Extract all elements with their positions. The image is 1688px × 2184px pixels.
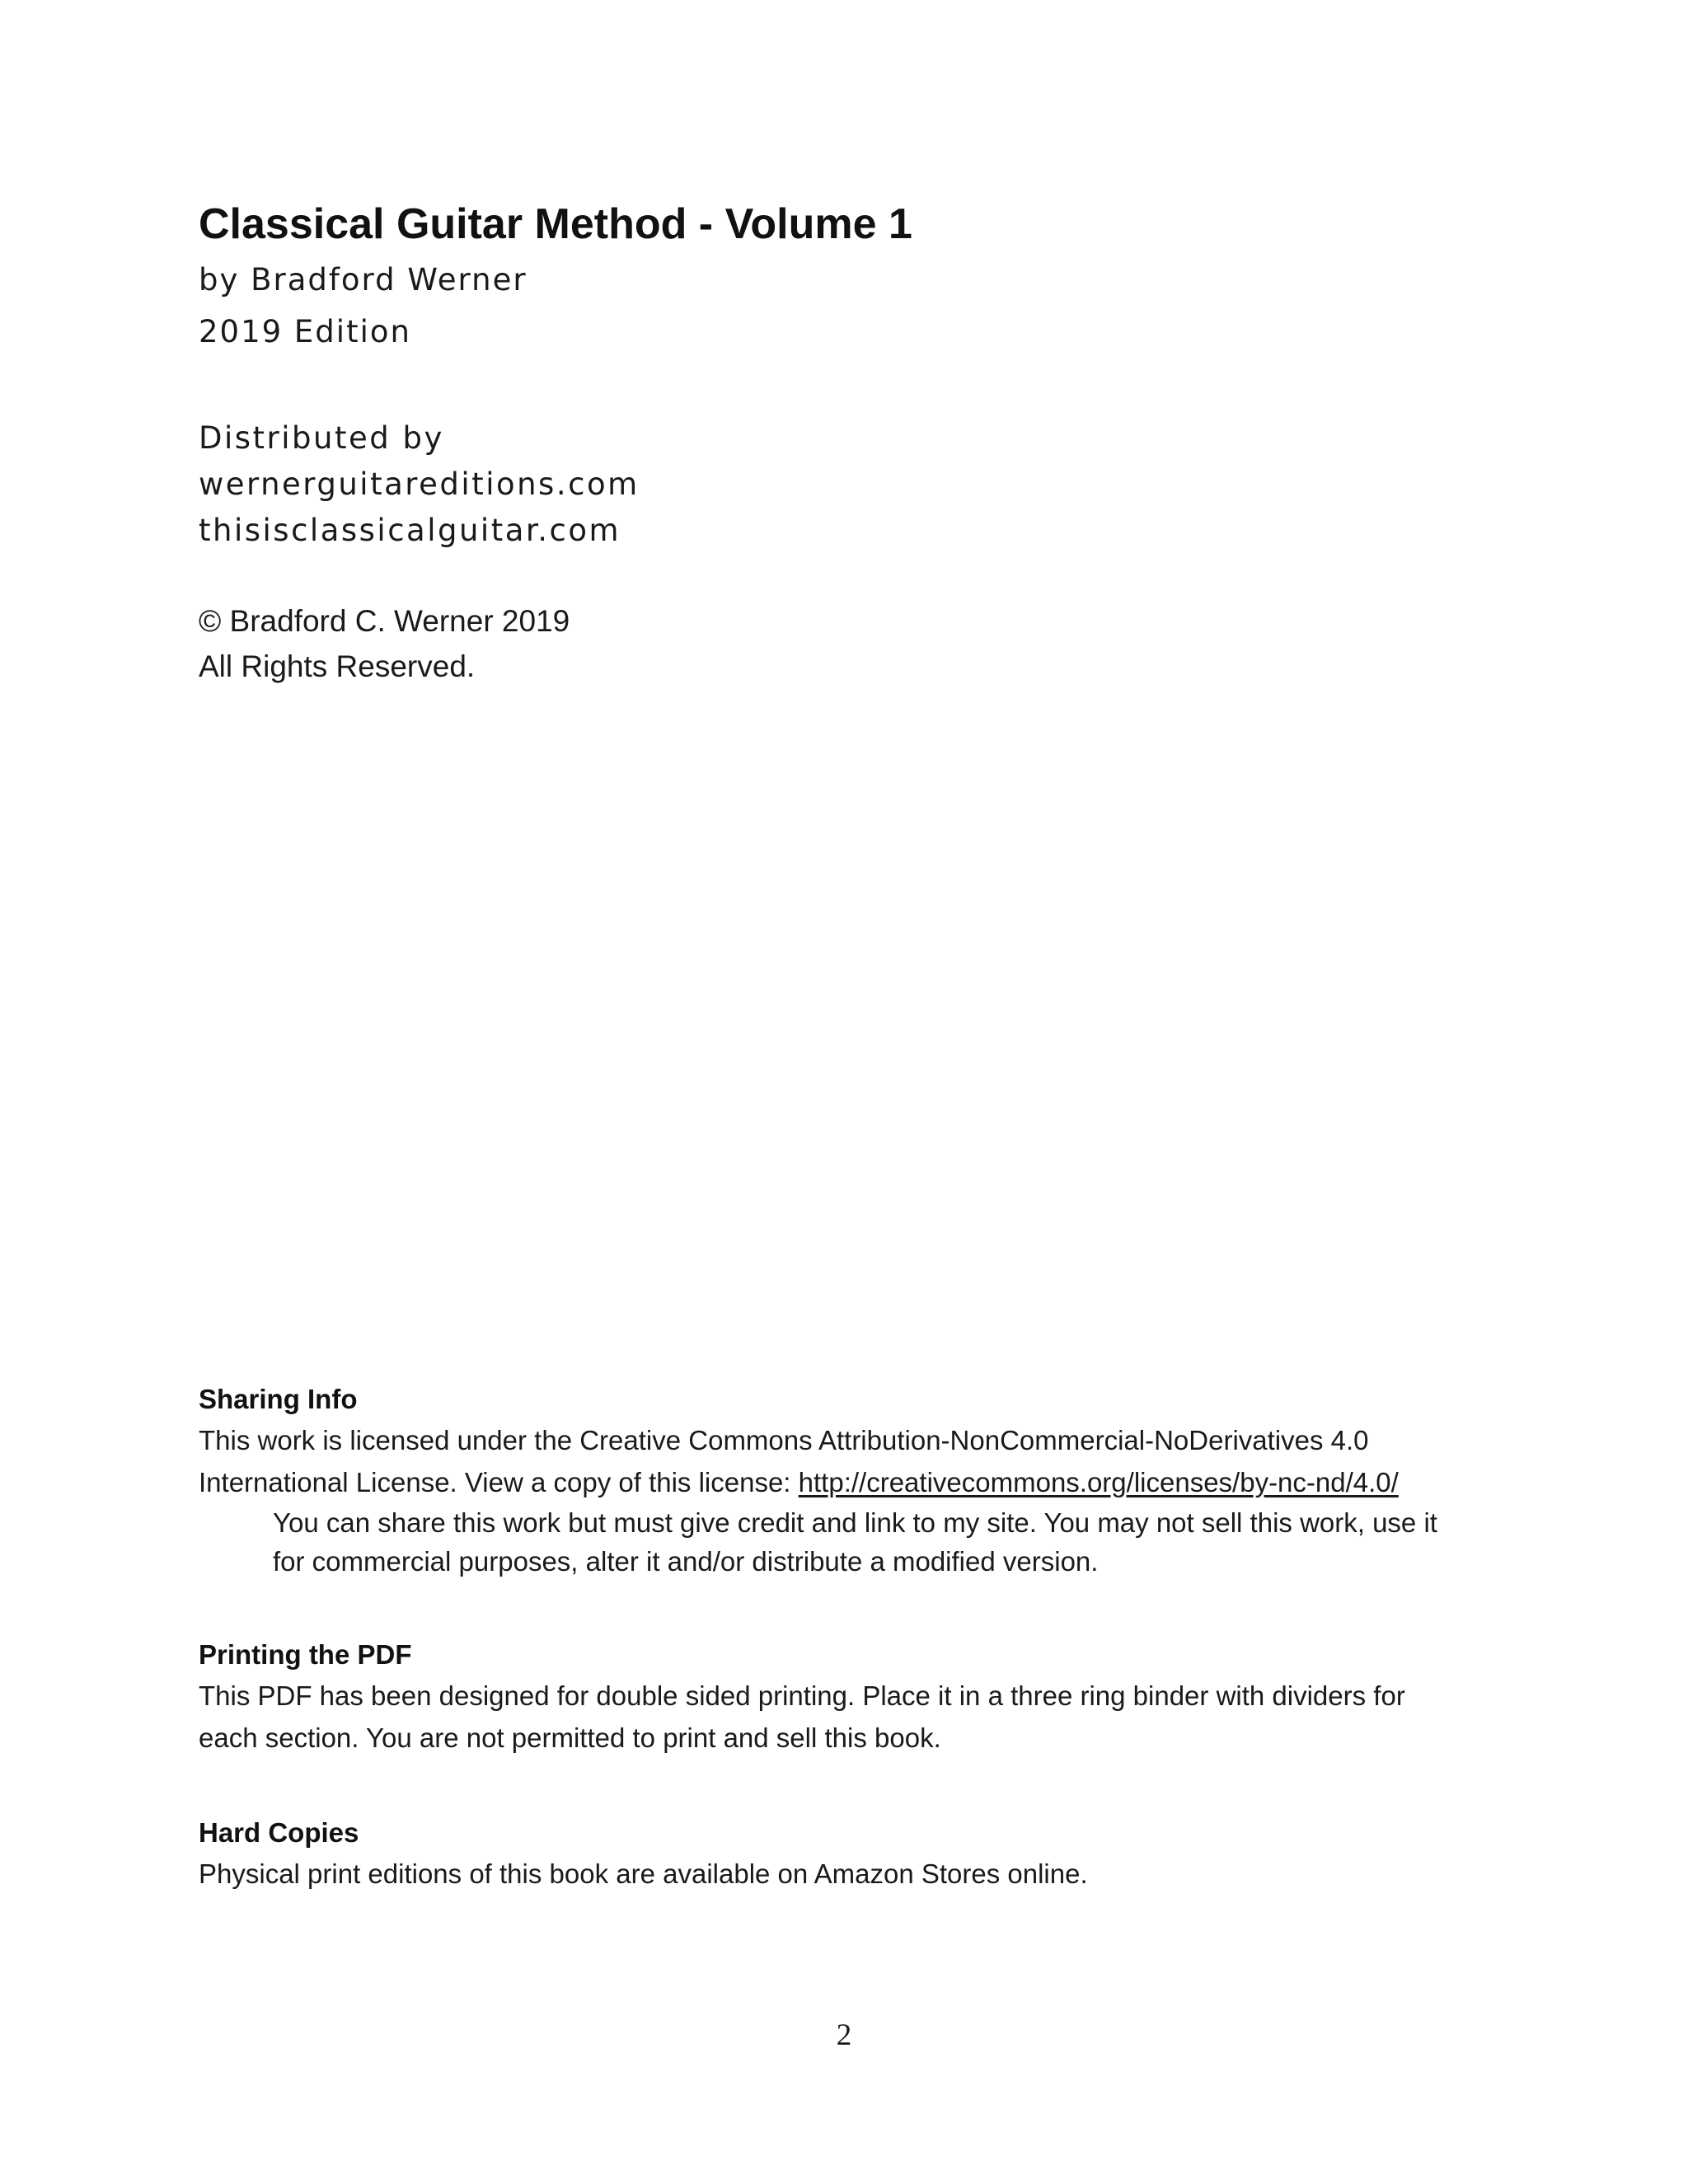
printing-line: This PDF has been designed for double sided printing. Place it in a three ring binder with dividers for [199, 1680, 1405, 1711]
printing-text [199, 1675, 1493, 1759]
sharing-info-text [199, 1419, 1493, 1503]
sharing-info-line: This work is licensed under the Creative Commons Attribution-NonCommercial-NoDerivatives 4.0 [199, 1425, 1369, 1455]
book-title: Classical Guitar Method - Volume 1 [199, 200, 912, 248]
printing-heading: Printing the PDF [199, 1639, 412, 1670]
page-number: 2 [836, 2018, 852, 2052]
license-link[interactable]: http://creativecommons.org/licenses/by-nc-nd/4.0/ [798, 1467, 1399, 1497]
copyright-line: © Bradford C. Werner 2019 [199, 604, 570, 638]
distributor-site: wernerguitareditions.com [199, 466, 640, 502]
printing-line: each section. You are not permitted to print and sell this book. [199, 1722, 941, 1753]
sharing-info-line [199, 1461, 1493, 1503]
sharing-note-line: for commercial purposes, alter it and/or distribute a modified version. [273, 1546, 1099, 1577]
rights-reserved-line: All Rights Reserved. [199, 649, 476, 683]
title-block [199, 198, 1484, 358]
sharing-info-prefix: International License. View a copy of this license: [199, 1467, 799, 1497]
hard-copies-text: Physical print editions of this book are available on Amazon Stores online. [199, 1858, 1088, 1889]
sharing-note-line: You can share this work but must give credit and link to my site. You may not sell this work, use it [273, 1507, 1437, 1538]
sharing-info-heading: Sharing Info [199, 1384, 358, 1414]
hard-copies-section [199, 1813, 1493, 1895]
distributed-by-label: Distributed by [199, 420, 444, 456]
distribution-block [199, 415, 640, 554]
edition-line: 2019 Edition [199, 314, 411, 349]
author-line: by Bradford Werner [199, 262, 528, 298]
sharing-info-section [199, 1380, 1493, 1581]
copyright-block [199, 598, 570, 689]
printing-section [199, 1635, 1493, 1759]
distributor-site: thisisclassicalguitar.com [199, 513, 621, 548]
hard-copies-heading: Hard Copies [199, 1817, 359, 1848]
sharing-info-note [273, 1503, 1493, 1581]
